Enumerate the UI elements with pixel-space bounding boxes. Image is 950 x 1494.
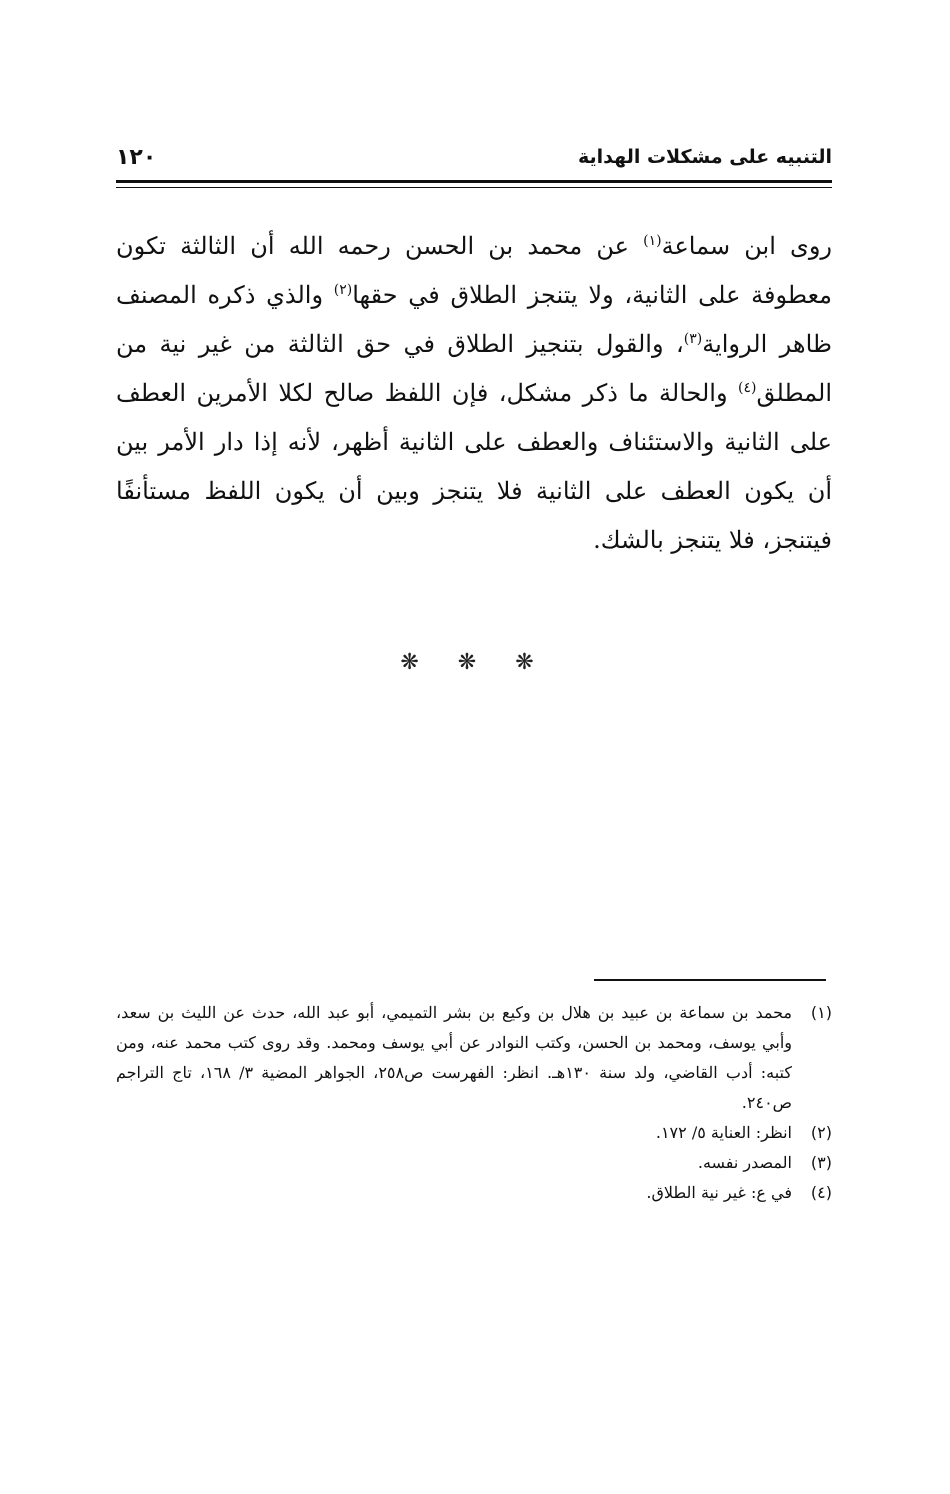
footnote-text: المصدر نفسه. xyxy=(697,1153,792,1172)
footnotes xyxy=(116,998,832,1208)
footnote-1 xyxy=(116,998,832,1118)
footnote-number: (٢) xyxy=(810,1123,832,1142)
header-rule-thick xyxy=(116,180,832,183)
main-paragraph xyxy=(116,222,832,565)
footnote-ref-4[interactable]: (٤) xyxy=(738,380,757,396)
footnote-rule xyxy=(594,979,826,981)
text-segment: ، والقول بتنجيز الطلاق في حق الثالثة من غير نية من المطلق xyxy=(116,330,832,407)
footnote-4 xyxy=(116,1178,832,1208)
footnote-2 xyxy=(116,1118,832,1148)
footnote-number: (١) xyxy=(810,1003,832,1022)
text-segment: والحالة ما ذكر مشكل، فإن اللفظ صالح لكلا الأمرين العطف على الثانية والاستئناف والعطف على الثانية أظهر، لأنه إذا دار الأمر بين أن يكون العطف على الثانية فلا يتنجز وبين أن يكون اللفظ مستأنفًا فيتنجز، فلا يتنجز بالشك. xyxy=(116,379,832,554)
paragraph xyxy=(116,222,832,565)
footnote-text: انظر: العناية ٥/ ١٧٢. xyxy=(655,1123,792,1142)
footnote-ref-1[interactable]: (١) xyxy=(643,233,662,249)
footnote-number: (٤) xyxy=(810,1183,832,1202)
footnote-text: محمد بن سماعة بن عبيد بن هلال بن وكيع بن بشر التميمي، أبو عبد الله، حدث عن الليث بن سعد، وأبي يوسف، ومحمد بن الحسن، وكتب النوادر عن أبي يوسف ومحمد. وقد روى كتب محمد عنه، ومن كتبه: أدب القاضي، ولد سنة ١٣٠هـ. انظر: الفهرست ص٢٥٨، الجواهر المضية ٣/ ١٦٨، تاج التراجم ص٢٤٠. xyxy=(116,1003,792,1112)
text-segment: عن محمد بن الحسن رحمه الله أن الثالثة تكون معطوفة على الثانية، ولا يتنجز الطلاق في حقها xyxy=(116,232,832,309)
footnote-number: (٣) xyxy=(810,1153,832,1172)
page-number: ١٢٠ xyxy=(116,144,157,170)
footnote-ref-2[interactable]: (٢) xyxy=(333,282,353,298)
running-header xyxy=(116,142,832,172)
text-segment: والذي ذكره المصنف ظاهر الرواية xyxy=(116,281,832,358)
footnote-3 xyxy=(116,1148,832,1178)
footnote-ref-3[interactable]: (٣) xyxy=(683,331,703,347)
book-title: التنبيه على مشكلات الهداية xyxy=(578,146,832,168)
footnote-text: في ع: غير نية الطلاق. xyxy=(646,1183,792,1202)
section-separator: ❋ ❋ ❋ xyxy=(400,650,550,675)
header-rule-thin xyxy=(116,187,832,188)
text-segment: روى ابن سماعة xyxy=(661,232,832,260)
